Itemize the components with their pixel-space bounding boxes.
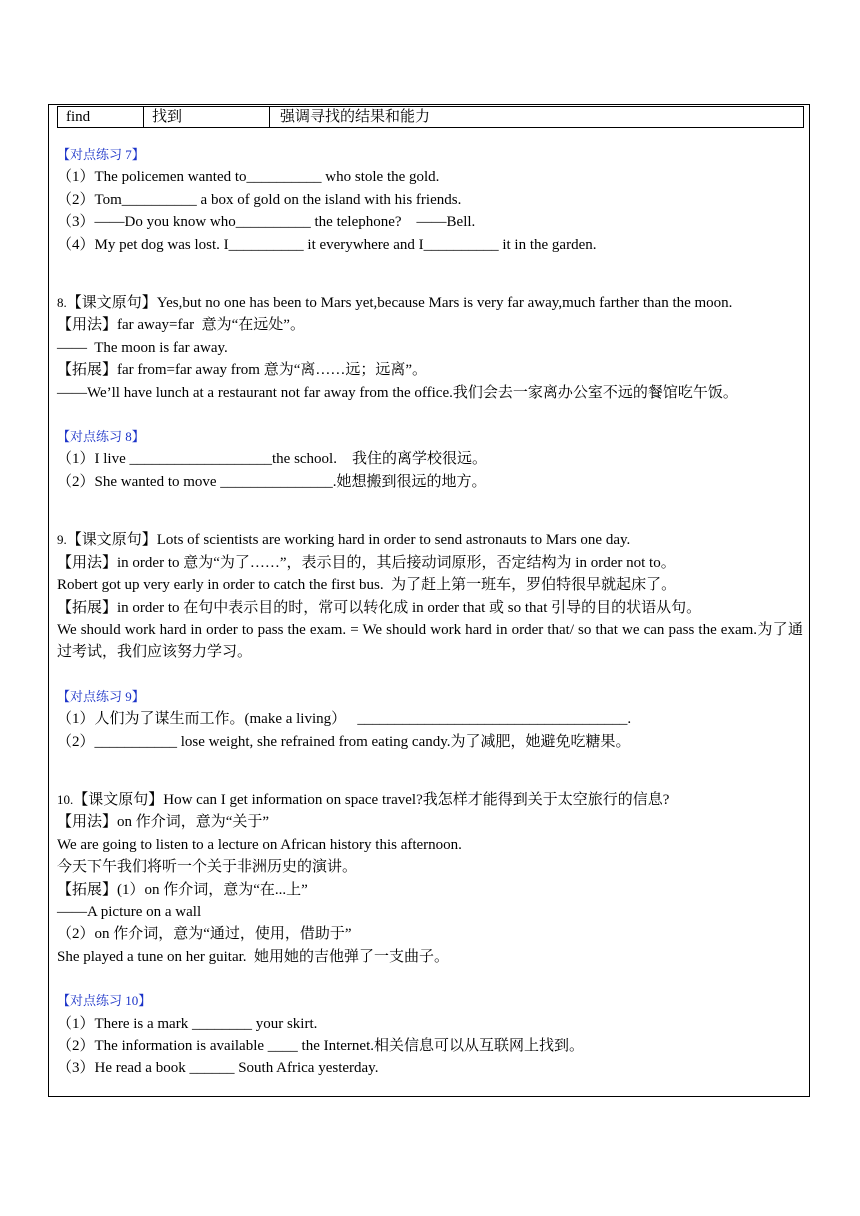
section-10-usage-example-zh: 今天下午我们将听一个关于非洲历史的演讲。 xyxy=(57,859,358,876)
section-8-extension: 【拓展】far from=far away from 意为“离……远；远离”。 xyxy=(57,362,428,379)
exercise-7-item-4: （4）My pet dog was lost. I__________ it everywhere and I__________ it in the garden. xyxy=(57,236,597,253)
section-10-usage: 【用法】on 作介词，意为“关于” xyxy=(57,814,270,831)
section-9-extension-example: We should work hard in order to pass the exam. = We should work hard in order that/ so that we can pass the exam.为了通过考试，我们应该努力学习。 xyxy=(57,621,803,661)
exercise-8-heading: 【对点练习 8】 xyxy=(57,429,145,445)
section-10-extension-1-example: ——A picture on a wall xyxy=(57,903,202,920)
section-8-usage: 【用法】far away=far 意为“在远处”。 xyxy=(57,317,305,334)
exercise-10-item-1: （1）There is a mark ________ your skirt. xyxy=(57,1015,318,1032)
table-cell-word: find xyxy=(58,107,144,127)
section-10-sentence: 10.【课文原句】How can I get information on space travel?我怎样才能得到关于太空旅行的信息? xyxy=(57,791,670,808)
section-9-usage-example: Robert got up very early in order to catch the first bus. 为了赶上第一班车，罗伯特很早就起床了。 xyxy=(57,577,677,594)
exercise-7-item-3: （3）——Do you know who__________ the telephone? ——Bell. xyxy=(57,214,476,231)
exercise-9-item-1: （1）人们为了谋生而工作。(make a living） ____________________________________. xyxy=(57,711,632,728)
section-9-sentence: 9.【课文原句】Lots of scientists are working hard in order to send astronauts to Mars one day. xyxy=(57,532,631,549)
section-9-extension: 【拓展】in order to 在句中表示目的时，常可以转化成 in order that 或 so that 引导的目的状语从句。 xyxy=(57,599,702,616)
exercise-9-item-2: （2）___________ lose weight, she refrained from eating candy.为了减肥，她避免吃糖果。 xyxy=(57,733,631,750)
section-10-extension-2: （2）on 作介词，意为“通过，使用，借助于” xyxy=(57,926,352,943)
section-10-usage-example-en: We are going to listen to a lecture on African history this afternoon. xyxy=(57,836,462,853)
exercise-10-item-2: （2）The information is available ____ the Internet.相关信息可以从互联网上找到。 xyxy=(57,1038,584,1054)
exercise-8-item-1: （1）I live ___________________the school. 我住的离学校很远。 xyxy=(57,451,487,468)
exercise-9-heading: 【对点练习 9】 xyxy=(57,688,145,704)
table-cell-meaning: 找到 xyxy=(144,107,270,127)
exercise-7-item-2: （2）Tom__________ a box of gold on the island with his friends. xyxy=(57,191,462,208)
exercise-10-heading: 【对点练习 10】 xyxy=(57,993,152,1009)
section-9-usage: 【用法】in order to 意为“为了……”，表示目的，其后接动词原形，否定结构为 in order not to。 xyxy=(57,554,676,571)
exercise-10-item-3: （3）He read a book ______ South Africa yesterday. xyxy=(57,1060,379,1077)
section-8-sentence: 8.【课文原句】Yes,but no one has been to Mars yet,because Mars is very far away,much farther than the moon. xyxy=(57,295,733,312)
section-10-extension-2-example: She played a tune on her guitar. 她用她的吉他弹了一支曲子。 xyxy=(57,948,450,965)
section-10-extension-1: 【拓展】(1）on 作介词，意为“在...上” xyxy=(57,881,308,898)
exercise-8-item-2: （2）She wanted to move _______________.她想搬到很远的地方。 xyxy=(57,473,487,490)
exercise-7-heading: 【对点练习 7】 xyxy=(57,147,145,162)
section-8-usage-example: —— The moon is far away. xyxy=(57,339,228,356)
table-cell-note: 强调寻找的结果和能力 xyxy=(280,109,431,125)
worksheet-content xyxy=(57,144,803,1080)
section-8-extension-example: ——We’ll have lunch at a restaurant not far away from the office.我们会去一家离办公室不远的餐馆吃午饭。 xyxy=(57,384,738,401)
exercise-7-item-1: （1）The policemen wanted to__________ who stole the gold. xyxy=(57,169,440,186)
vocab-table-row xyxy=(57,106,804,128)
